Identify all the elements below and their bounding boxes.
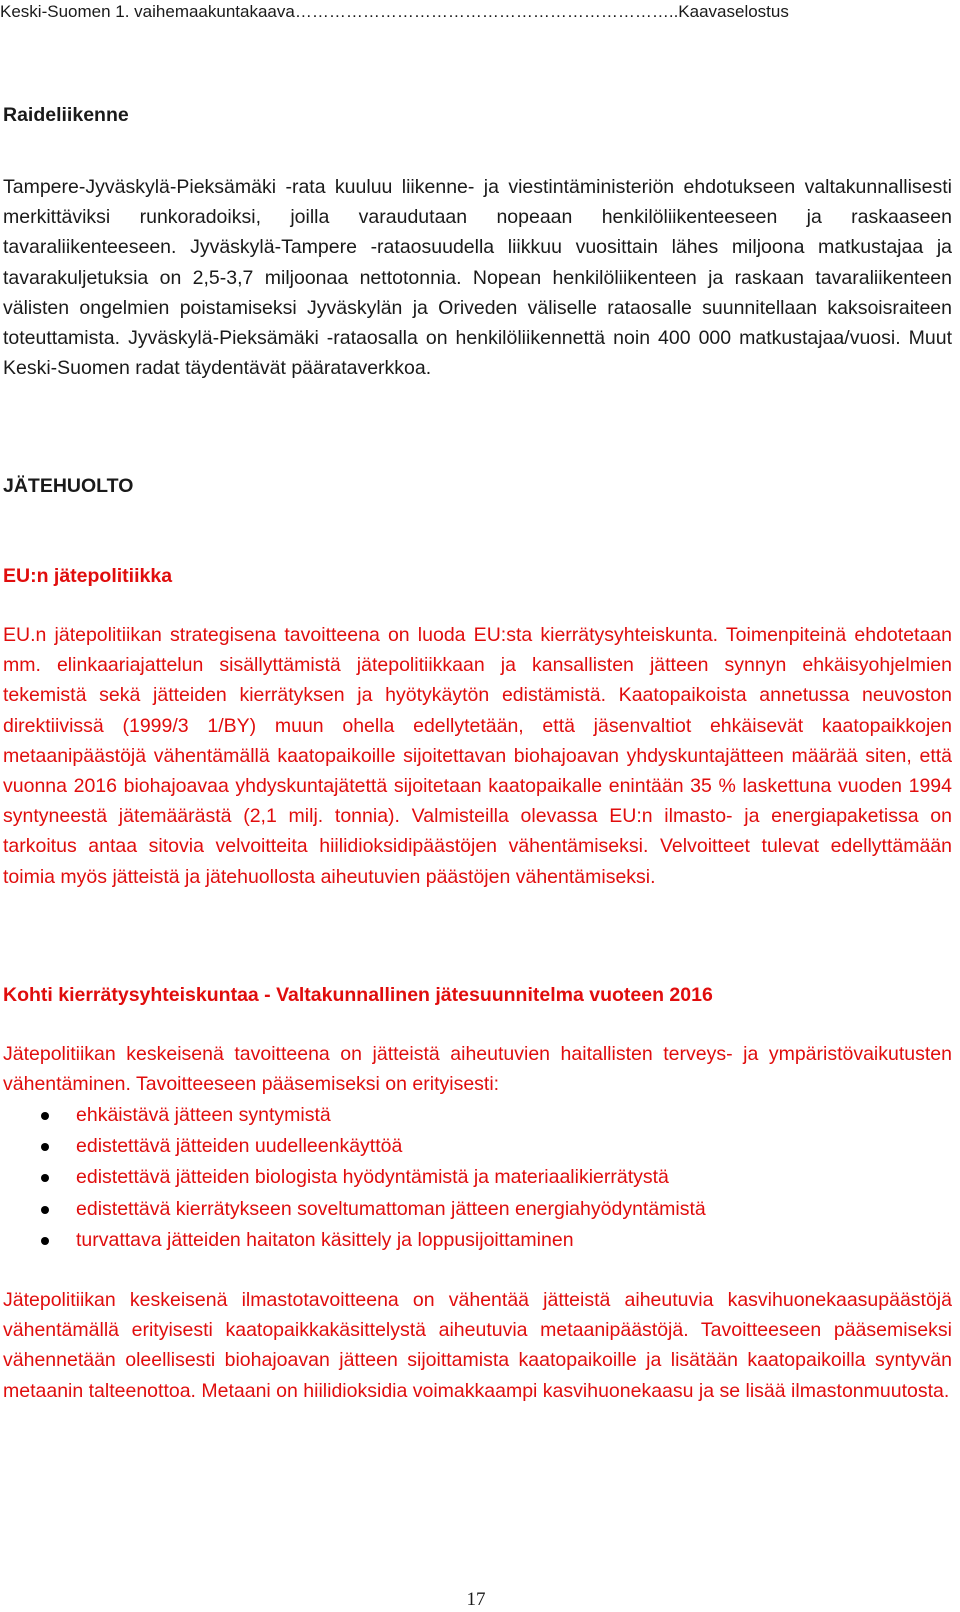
paragraph-jatesuunnitelma-intro: Jätepolitiikan keskeisenä tavoitteena on jätteistä aiheutuvien haitallisten terveys- ja ympäristövaikutusten vähentäminen. Tavoitteeseen pääsemiseksi on erityisesti: bbox=[3, 1043, 952, 1096]
heading-jatesuunnitelma: Kohti kierrätysyhteiskuntaa - Valtakunnallinen jätesuunnitelma vuoteen 2016 bbox=[3, 984, 713, 1006]
bullet-dot-icon bbox=[41, 1143, 49, 1151]
heading-eu-jatepolitiikka: EU:n jätepolitiikka bbox=[3, 565, 173, 587]
list-item: edistettävä jätteiden uudelleenkäyttöä bbox=[3, 1131, 943, 1162]
list-item: turvattava jätteiden haitaton käsittely ja loppusijoittaminen bbox=[3, 1225, 943, 1256]
heading-jatehuolto: JÄTEHUOLTO bbox=[3, 475, 134, 497]
dot-leader: ………………………………………………………….. bbox=[294, 2, 679, 21]
list-item: edistettävä kierrätykseen soveltumattoman jätteen energiahyödyntämistä bbox=[3, 1194, 943, 1225]
goal-list bbox=[3, 1100, 943, 1256]
heading-raideliikenne: Raideliikenne bbox=[3, 104, 129, 126]
list-item: ehkäistävä jätteen syntymistä bbox=[3, 1100, 943, 1131]
bullet-dot-icon bbox=[41, 1206, 49, 1214]
paragraph-eu-jatepolitiikka: EU.n jätepolitiikan strategisena tavoitteena on luoda EU:sta kierrätysyhteiskunta. Toimenpiteinä ehdotetaan mm. elinkaariajattelun sisällyttämistä jätepolitiikkaan ja kansallisten jätteen synnyn ehkäisyohjelmien tekemistä sekä jätteiden kierrätyksen ja hyötykäytön edistämistä. Kaatopaikoista annetussa neuvoston direktiivissä (1999/3 1/BY) muun ohella edellytetään, että jäsenvaltiot ehkäisevät kaatopaikkojen metaanipäästöjä vähentämällä kaatopaikoille sijoitettavan biohajoavan yhdyskuntajätteen määrää siten, että vuonna 2016 biohajoavaa yhdyskuntajätettä sijoitetaan kaatopaikalle enintään 35 % laskettuna vuoden 1994 syntyneestä jätemäärästä (2,1 milj. tonnia). Valmisteilla olevassa EU:n ilmasto- ja energiapaketissa on tarkoitus antaa sitovia velvoitteita hiilidioksidipäästöjen vähentämiseksi. Velvoitteet tulevat edellyttämään toimia myös jätteistä ja jätehuollosta aiheutuvien päästöjen vähentämiseksi. bbox=[3, 624, 952, 888]
bullet-dot-icon bbox=[41, 1237, 49, 1245]
document-title: Keski-Suomen 1. vaihemaakuntakaava bbox=[0, 2, 295, 21]
bullet-dot-icon bbox=[41, 1112, 49, 1120]
paragraph-raideliikenne: Tampere-Jyväskylä-Pieksämäki -rata kuuluu liikenne- ja viestintäministeriön ehdotukseen valtakunnallisesti merkittäviksi runkoradoiksi, joilla varaudutaan nopeaan henkilöliikenteeseen ja raskaaseen tavaraliikenteeseen. Jyväskylä-Tampere -rataosuudella liikkuu vuosittain lähes miljoona matkustajaa ja tavarakuljetuksia on 2,5-3,7 miljoonaa nettotonnia. Nopean henkilöliikenteen ja raskaan tavaraliikenteen välisten ongelmien poistamiseksi Jyväskylän ja Oriveden väliselle rataosalle suunnitellaan kaksoisraiteen toteuttamista. Jyväskylä-Pieksämäki -rataosalla on henkilöliikennettä noin 400 000 matkustajaa/vuosi. Muut Keski-Suomen radat täydentävät päärataverkkoa. bbox=[3, 176, 952, 380]
list-item: edistettävä jätteiden biologista hyödyntämistä ja materiaalikierrätystä bbox=[3, 1162, 943, 1193]
bullet-dot-icon bbox=[41, 1174, 49, 1182]
running-header bbox=[0, 0, 952, 24]
page-number: 17 bbox=[466, 1589, 486, 1610]
paragraph-ilmastotavoite: Jätepolitiikan keskeisenä ilmastotavoitteena on vähentää jätteistä aiheutuvia kasvihuonekaasupäästöjä vähentämällä erityisesti kaatopaikkakäsittelystä aiheutuvia metaanipäästöjä. Tavoitteeseen pääsemiseksi vähennetään oleellisesti biohajoavan jätteen sijoittamista kaatopaikoille ja lisätään kaatopaikoilla syntyvän metaanin talteenottoa. Metaani on hiilidioksidia voimakkaampi kasvihuonekaasu ja se lisää ilmastonmuutosta. bbox=[3, 1289, 952, 1402]
section-label: Kaavaselostus bbox=[678, 2, 789, 21]
